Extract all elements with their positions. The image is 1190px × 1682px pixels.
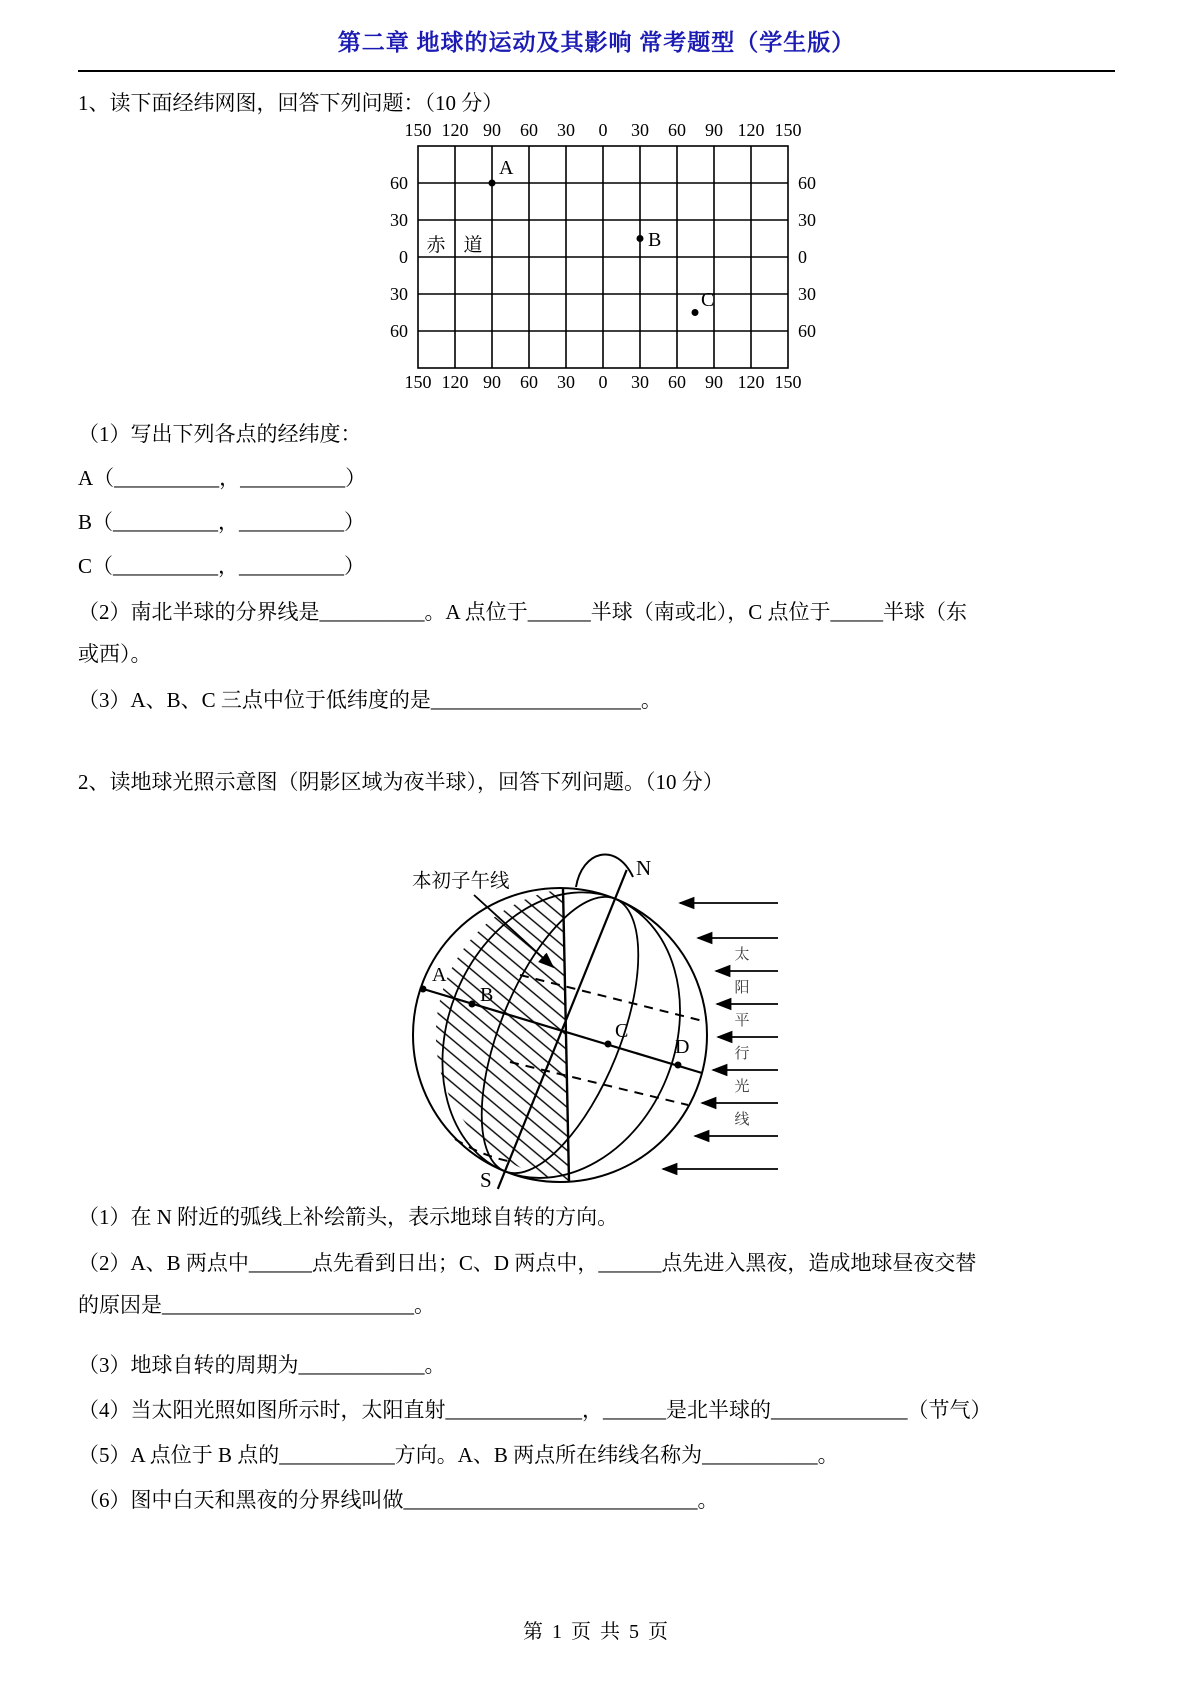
point-c-label: C [701,289,715,311]
point-b-dot [637,235,644,242]
top-longitude-labels [405,120,802,140]
south-pole-label: S [480,1168,492,1192]
latlong-grid-svg [368,120,838,405]
rotation-arc [576,854,633,887]
svg-text:30: 30 [390,284,408,304]
header-divider [78,70,1115,72]
svg-text:30: 30 [631,120,649,140]
svg-text:30: 30 [798,284,816,304]
prime-meridian-label: 本初子午线 [412,871,510,892]
svg-text:30: 30 [631,372,649,392]
svg-text:30: 30 [557,120,575,140]
svg-text:60: 60 [798,173,816,193]
point-d-label: D [675,1036,690,1058]
q1-sub2-line2: 或西）。 [78,642,152,666]
right-latitude-labels [798,173,816,341]
q2-intro: 2、读地球光照示意图（阴影区域为夜半球），回答下列问题。（10 分） [78,770,724,794]
q1-intro: 1、读下面经纬网图，回答下列问题：（10 分） [78,91,504,115]
page-footer: 第 1 页 共 5 页 [523,1621,670,1643]
svg-text:光: 光 [734,1079,750,1095]
svg-text:30: 30 [390,210,408,230]
svg-text:0: 0 [598,120,608,140]
svg-text:90: 90 [483,120,501,140]
point-c-label: C [615,1020,629,1042]
svg-text:120: 120 [737,120,765,140]
svg-text:90: 90 [483,372,501,392]
q2-sub6: （6）图中白天和黑夜的分界线叫做____________________________。 [78,1488,719,1512]
svg-text:0: 0 [598,372,608,392]
svg-text:0: 0 [399,247,408,267]
left-latitude-labels [390,173,408,341]
point-a-label: A [499,157,514,179]
q2-sub3: （3）地球自转的周期为____________。 [78,1353,446,1377]
svg-text:90: 90 [705,120,723,140]
point-c-dot [605,1041,612,1048]
point-a-dot [420,986,427,993]
point-b-label: B [648,229,662,251]
svg-text:30: 30 [557,372,575,392]
svg-text:90: 90 [705,372,723,392]
svg-text:阳: 阳 [734,980,750,996]
svg-text:120: 120 [441,372,469,392]
point-d-dot [675,1062,682,1069]
svg-text:60: 60 [390,321,408,341]
svg-text:60: 60 [668,120,686,140]
svg-text:60: 60 [798,321,816,341]
night-hatching [436,889,569,1181]
q1-answer-b: B（__________，__________） [78,510,366,534]
svg-text:60: 60 [520,372,538,392]
svg-text:0: 0 [798,247,807,267]
svg-text:120: 120 [737,372,765,392]
svg-text:60: 60 [390,173,408,193]
point-b-dot [469,1001,476,1008]
q2-sub2-line1: （2）A、B 两点中______点先看到日出；C、D 两点中，______点先进入黑夜，造成地球昼夜交替 [78,1251,977,1275]
north-pole-label: N [636,856,652,880]
q2-sub2-line2: 的原因是________________________。 [78,1293,435,1317]
svg-text:赤: 赤 [426,235,446,256]
q1-sub2-line1: （2）南北半球的分界线是__________。A 点位于______半球（南或北），C 点位于_____半球（东 [78,600,968,624]
page-title: 第二章 地球的运动及其影响 常考题型（学生版） [337,30,856,55]
svg-text:线: 线 [734,1112,750,1128]
q1-sub3: （3）A、B、C 三点中位于低纬度的是____________________。 [78,688,662,712]
svg-text:150: 150 [774,372,802,392]
q2-sub4: （4）当太阳光照如图所示时，太阳直射_____________，______是北半球的_____________（节气） [78,1398,992,1422]
q1-answer-a: A（__________，__________） [78,466,367,490]
svg-text:30: 30 [798,210,816,230]
globe-svg [370,797,800,1192]
point-c-dot [692,309,699,316]
svg-text:行: 行 [734,1046,750,1062]
svg-text:平: 平 [734,1013,750,1029]
q1-answer-c: C（__________，__________） [78,554,366,578]
grid-lines [418,146,788,368]
q1-sub1: （1）写出下列各点的经纬度： [78,422,362,446]
point-a-dot [489,180,496,187]
svg-text:150: 150 [404,120,432,140]
latlong-grid-figure [368,120,1115,411]
point-b-label: B [480,984,494,1006]
globe-figure [370,797,1115,1198]
svg-text:150: 150 [404,372,432,392]
svg-text:60: 60 [668,372,686,392]
svg-text:道: 道 [463,235,483,256]
svg-text:150: 150 [774,120,802,140]
q2-sub5: （5）A 点位于 B 点的___________方向。A、B 两点所在纬线名称为___________。 [78,1443,839,1467]
q2-sub1: （1）在 N 附近的弧线上补绘箭头，表示地球自转的方向。 [78,1205,619,1229]
bottom-longitude-labels [405,372,802,392]
svg-text:60: 60 [520,120,538,140]
svg-text:120: 120 [441,120,469,140]
point-a-label: A [432,964,447,986]
svg-text:太: 太 [734,947,750,963]
